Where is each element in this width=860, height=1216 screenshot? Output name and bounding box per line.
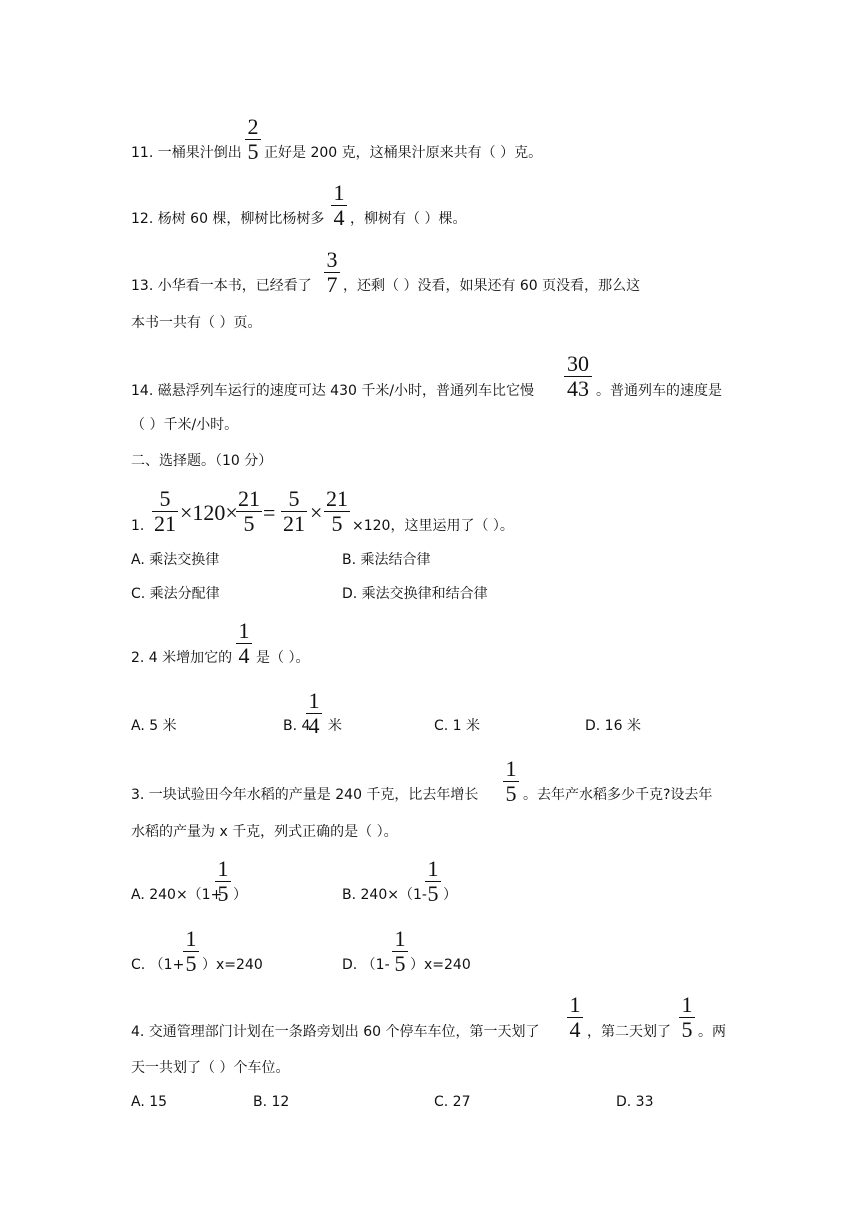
- option-b-pre: B. 4: [283, 718, 311, 734]
- c4-text-pre: 4. 交通管理部门计划在一条路旁划出 60 个停车车位，第一天划了: [131, 1024, 540, 1040]
- option-b-post: ）: [443, 887, 457, 903]
- c1-equals: =: [263, 500, 276, 525]
- fraction: 1 4: [306, 690, 322, 737]
- q13-text-pre: 13. 小华看一本书，已经看了: [131, 278, 312, 294]
- fraction: 1 4: [236, 620, 252, 667]
- c3-text-post: 。去年产水稻多少千克?设去年: [523, 787, 713, 803]
- option-b: B. 乘法结合律: [342, 552, 431, 568]
- c1-text-post: ×120，这里运用了（ ）。: [352, 518, 514, 534]
- c4-text-line2: 天一共划了（ ）个车位。: [131, 1060, 290, 1076]
- fraction: 3 7: [324, 249, 340, 296]
- option-d: D. 33: [616, 1094, 654, 1110]
- c3-text-line2: 水稻的产量为 x 千克，列式正确的是（ ）。: [131, 824, 398, 840]
- fraction: 21 5: [238, 486, 260, 536]
- option-c-post: ）x=240: [202, 957, 263, 973]
- c1-times120: ×120×: [180, 500, 238, 525]
- fraction: 1 5: [503, 758, 519, 805]
- option-b-pre: B. 240×（1-: [342, 887, 427, 903]
- option-c: C. 27: [434, 1094, 471, 1110]
- q14-text-post: 。普通列车的速度是: [596, 383, 722, 399]
- c4-text-post: 。两: [698, 1024, 726, 1040]
- option-c-pre: C. （1+: [131, 957, 185, 973]
- q14-text-line2: （ ）千米/小时。: [131, 417, 239, 433]
- option-d: D. 乘法交换律和结合律: [342, 586, 488, 602]
- fraction: 1 4: [567, 994, 583, 1041]
- fraction: 1 5: [679, 994, 695, 1041]
- c4-text-mid: ，第二天划了: [587, 1024, 671, 1040]
- option-b: B. 12: [253, 1094, 290, 1110]
- q14-text-pre: 14. 磁悬浮列车运行的速度可达 430 千米/小时，普通列车比它慢: [131, 383, 535, 399]
- c2-text-pre: 2. 4 米增加它的: [131, 650, 233, 666]
- q11-text-pre: 11. 一桶果汁倒出: [131, 145, 242, 161]
- option-a: A. 5 米: [131, 718, 177, 734]
- option-a: A. 乘法交换律: [131, 552, 220, 568]
- q12-text-post: ，柳树有（ ）棵。: [350, 211, 467, 227]
- q11-text-post: 正好是 200 克，这桶果汁原来共有（ ）克。: [264, 145, 543, 161]
- c3-text-pre: 3. 一块试验田今年水稻的产量是 240 千克，比去年增长: [131, 787, 479, 803]
- option-c: C. 1 米: [434, 718, 481, 734]
- option-a-post: ）: [233, 887, 247, 903]
- c1-times: ×: [310, 500, 323, 525]
- section-title: 二、选择题。（10 分）: [131, 453, 273, 469]
- option-b-post: 米: [328, 718, 342, 734]
- fraction: 21 5: [326, 486, 348, 536]
- c2-text-post: 是（ ）。: [256, 650, 310, 666]
- fraction: 5 21: [283, 486, 305, 536]
- fraction: 1 5: [392, 928, 408, 975]
- q13-text-post: ，还剩（ ）没看，如果还有 60 页没看，那么这: [343, 278, 641, 294]
- option-a-pre: A. 240×（1+: [131, 887, 223, 903]
- q13-text-line2: 本书一共有（ ）页。: [131, 315, 262, 331]
- fraction: 1 5: [183, 928, 199, 975]
- option-d-pre: D. （1-: [342, 957, 390, 973]
- option-d-post: ）x=240: [410, 957, 471, 973]
- fraction: 1 4: [331, 182, 347, 229]
- q12-text-pre: 12. 杨树 60 棵，柳树比杨树多: [131, 211, 325, 227]
- fraction: 30 43: [564, 353, 592, 400]
- option-c: C. 乘法分配律: [131, 586, 220, 602]
- option-a: A. 15: [131, 1094, 168, 1110]
- fraction: 5 21: [154, 486, 176, 536]
- fraction: 2 5: [245, 116, 261, 163]
- fraction: 1 5: [425, 858, 441, 905]
- fraction: 1 5: [215, 858, 231, 905]
- c1-label: 1.: [131, 518, 145, 534]
- option-d: D. 16 米: [585, 718, 641, 734]
